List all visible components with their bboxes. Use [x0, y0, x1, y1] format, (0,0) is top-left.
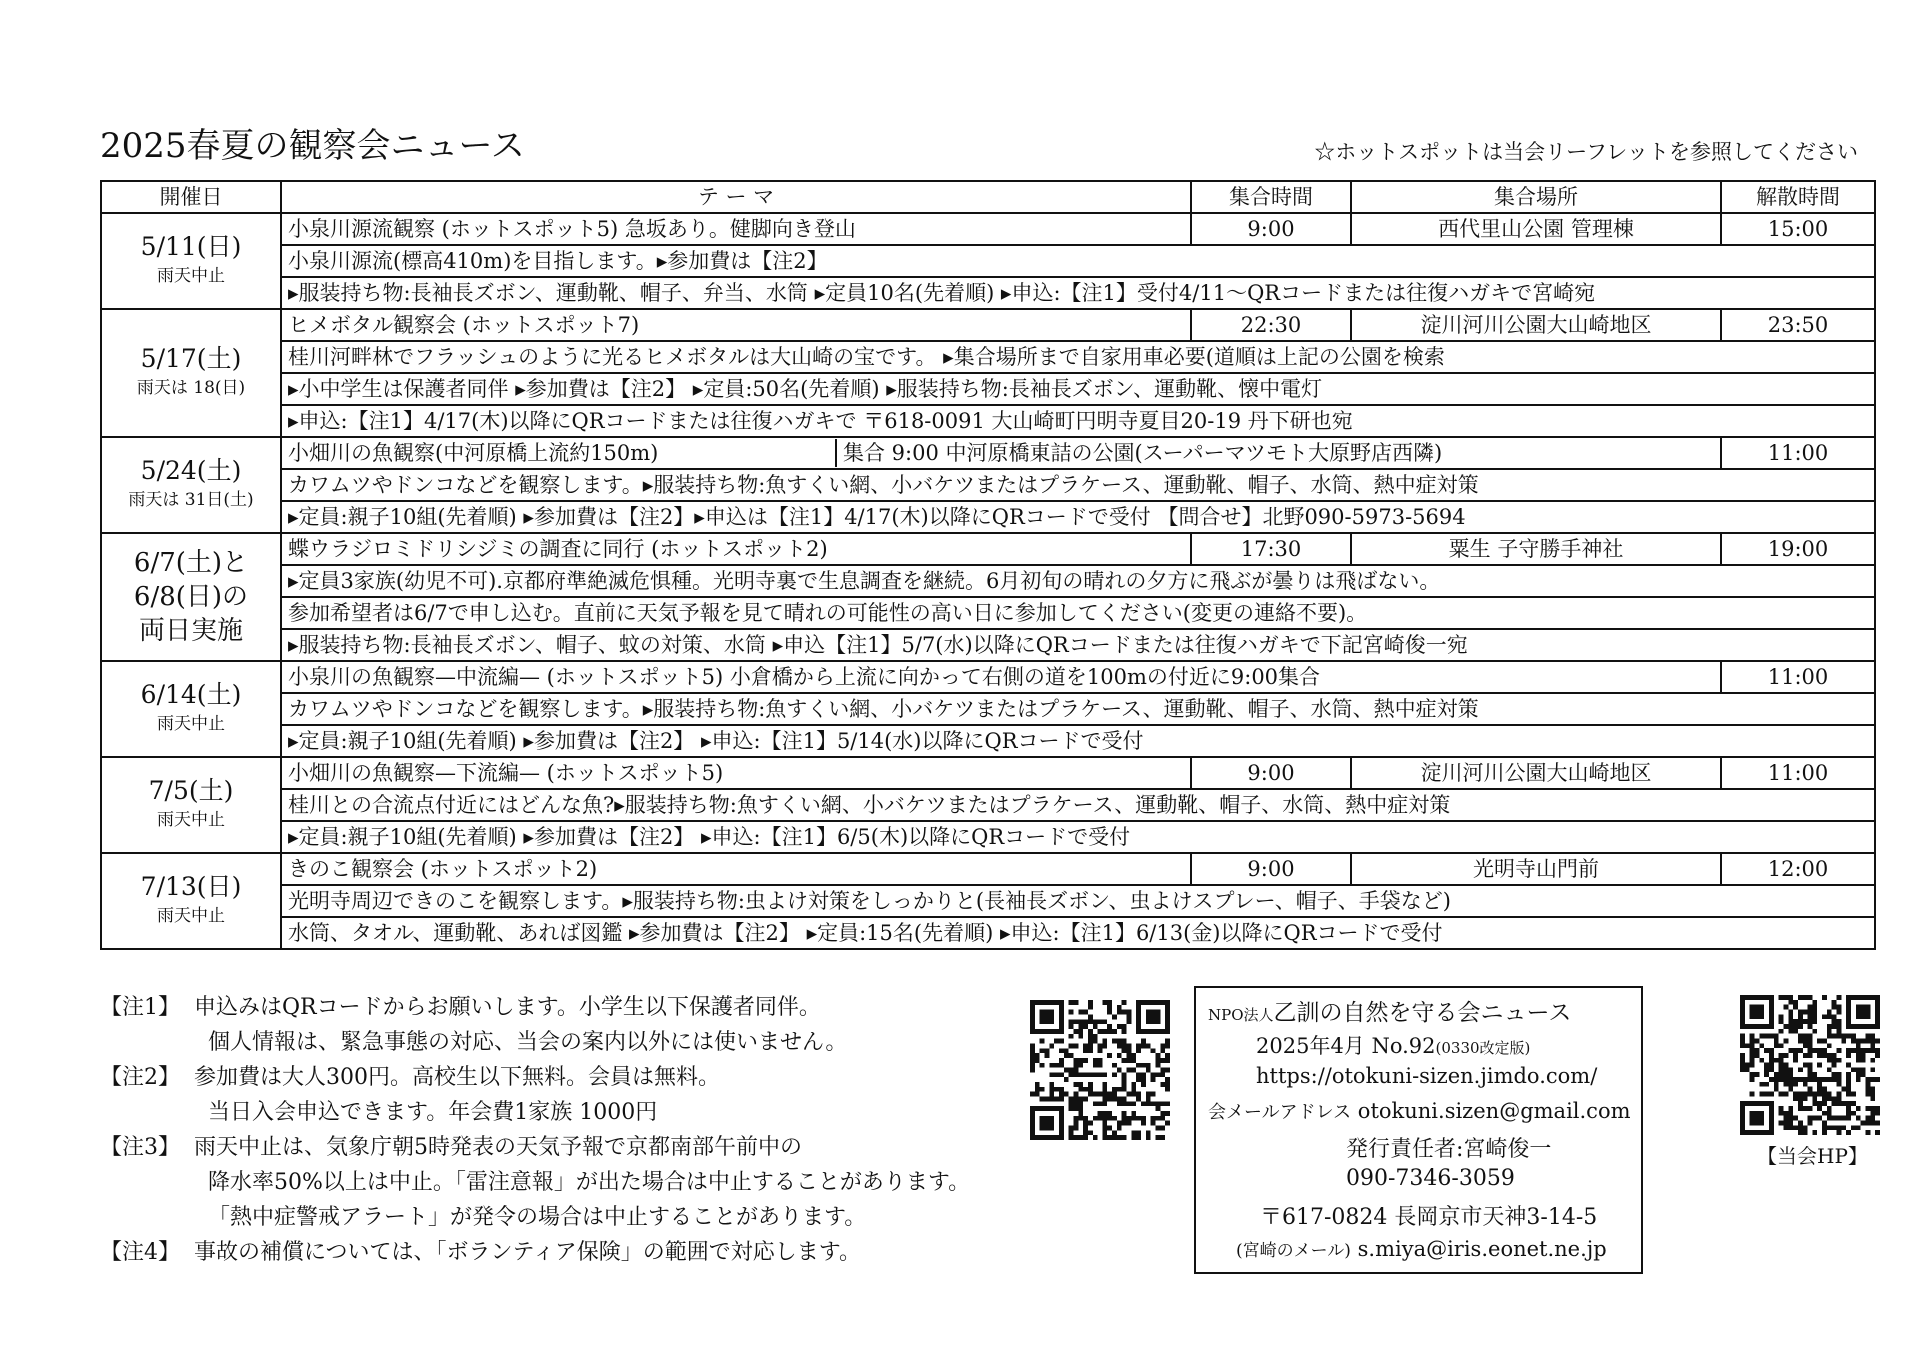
homepage-label: 【当会HP】 — [1757, 1144, 1868, 1168]
personal-mail-line — [1236, 1236, 1607, 1261]
event-end: 11:00 — [1721, 437, 1875, 469]
event-rain-note: 雨天中止 — [157, 809, 225, 830]
events-table — [100, 180, 1876, 950]
note-text: 申込みはQRコードからお願いします。小学生以下保護者同伴。 — [194, 995, 821, 1020]
npo-prefix: NPO法人 — [1208, 1006, 1274, 1024]
note-tag: 【注2】 — [100, 1065, 180, 1090]
npo-name: 乙訓の自然を守る会ニュース — [1273, 1000, 1572, 1026]
event-row — [101, 757, 1875, 789]
issue-line — [1256, 1030, 1530, 1060]
event-date: 7/13(日) — [140, 871, 242, 901]
event-detail: ▸定員3家族(幼児不可).京都府準絶滅危惧種。光明寺裏で生息調査を継続。6月初旬の晴れの夕方に飛ぶが曇りは飛ばない。 — [281, 565, 1875, 597]
event-row — [101, 661, 1875, 693]
header-time: 集合時間 — [1191, 181, 1351, 213]
mail-line — [1208, 1098, 1631, 1124]
event-rain-note: 雨天中止 — [157, 265, 225, 286]
event-theme: 蝶ウラジロミドリシジミの調査に同行 (ホットスポット2) — [281, 533, 1191, 565]
event-date: 5/11(日) — [140, 231, 242, 261]
event-detail: 水筒、タオル、運動靴、あれば図鑑 ▸参加費は【注2】 ▸定員:15名(先着順) ▸申込:【注1】6/13(金)以降にQRコードで受付 — [281, 917, 1875, 949]
event-rain-note: 雨天は 18(日) — [136, 377, 246, 398]
event-rain-note: 雨天中止 — [157, 713, 225, 734]
event-time: 9:00 — [1191, 213, 1351, 245]
homepage-link[interactable]: https://otokuni-sizen.jimdo.com/ — [1256, 1064, 1598, 1088]
event-detail: ▸服装持ち物:長袖長ズボン、運動靴、帽子、弁当、水筒 ▸定員10名(先着順) ▸申込:【注1】受付4/11〜QRコードまたは往復ハガキで宮崎宛 — [281, 277, 1875, 309]
issue-suffix: (0330改定版) — [1435, 1039, 1531, 1057]
event-date: 7/5(土) — [148, 775, 234, 805]
event-end: 15:00 — [1721, 213, 1875, 245]
note-3 — [100, 1130, 1190, 1165]
event-date: 5/24(土) — [140, 455, 242, 485]
personal-mail-label: (宮崎のメール) — [1236, 1241, 1351, 1261]
event-theme-meet-cell — [281, 437, 1721, 469]
event-detail: 光明寺周辺できのこを観察します。▸服装持ち物:虫よけ対策をしっかりと(長袖長ズボン、虫よけスプレー、帽子、手袋など) — [281, 885, 1875, 917]
event-detail: 桂川との合流点付近にはどんな魚?▸服装持ち物:魚すくい網、小バケツまたはプラケース、運動靴、帽子、水筒、熱中症対策 — [281, 789, 1875, 821]
event-detail: ▸定員:親子10組(先着順) ▸参加費は【注2】 ▸申込:【注1】5/14(水)以降にQRコードで受付 — [281, 725, 1875, 757]
event-time: 9:00 — [1191, 757, 1351, 789]
event-theme: ヒメボタル観察会 (ホットスポット7) — [281, 309, 1191, 341]
note-2 — [100, 1060, 1190, 1095]
event-date: 5/17(土) — [140, 343, 242, 373]
header-end: 解散時間 — [1721, 181, 1875, 213]
notes-section — [100, 990, 1190, 1270]
npo-name-line — [1208, 994, 1571, 1027]
event-date: 6/14(土) — [140, 679, 242, 709]
header-place: 集合場所 — [1351, 181, 1721, 213]
event-rain-note: 雨天は 31日(土) — [128, 489, 254, 510]
event-date-cell — [101, 853, 281, 949]
event-detail: ▸定員:親子10組(先着順) ▸参加費は【注2】▸申込は【注1】4/17(木)以降にQRコードで受付 【問合せ】北野090-5973-5694 — [281, 501, 1875, 533]
note-text: 参加費は大人300円。高校生以下無料。会員は無料。 — [194, 1065, 720, 1090]
note-tag: 【注3】 — [100, 1135, 180, 1160]
event-row — [101, 533, 1875, 565]
note-text: 降水率50%以上は中止。「雷注意報」が出た場合は中止することがあります。 — [208, 1170, 971, 1195]
note-tag: 【注4】 — [100, 1240, 180, 1265]
event-place: 光明寺山門前 — [1351, 853, 1721, 885]
event-end: 12:00 — [1721, 853, 1875, 885]
address: 〒617-0824 長岡京市天神3-14-5 — [1260, 1205, 1598, 1230]
event-end: 19:00 — [1721, 533, 1875, 565]
event-theme: 小泉川の魚観察—中流編— (ホットスポット5) 小倉橋から上流に向かって右側の道を100mの付近に9:00集合 — [281, 661, 1721, 693]
event-date-cell — [101, 309, 281, 437]
event-time: 9:00 — [1191, 853, 1351, 885]
qr-code-homepage[interactable] — [1740, 995, 1880, 1135]
mail-link[interactable]: otokuni.sizen@gmail.com — [1357, 1099, 1631, 1123]
event-theme: きのこ観察会 (ホットスポット2) — [281, 853, 1191, 885]
header-theme: テ ー マ — [281, 181, 1191, 213]
event-detail: カワムツやドンコなどを観察します。▸服装持ち物:魚すくい網、小バケツまたはプラケース、運動靴、帽子、水筒、熱中症対策 — [281, 469, 1875, 501]
event-detail: ▸定員:親子10組(先着順) ▸参加費は【注2】 ▸申込:【注1】6/5(木)以降にQRコードで受付 — [281, 821, 1875, 853]
event-time: 17:30 — [1191, 533, 1351, 565]
event-date-cell — [101, 533, 281, 661]
event-rain-note: 雨天中止 — [157, 905, 225, 926]
event-detail: 小泉川源流(標高410m)を目指します。▸参加費は【注2】 — [281, 245, 1875, 277]
event-end: 11:00 — [1721, 757, 1875, 789]
event-place: 淀川河川公園大山崎地区 — [1351, 757, 1721, 789]
event-end: 11:00 — [1721, 661, 1875, 693]
event-date-line: 6/8(日)の — [133, 582, 249, 612]
event-place: 粟生 子守勝手神社 — [1351, 533, 1721, 565]
note-1 — [100, 990, 1190, 1025]
event-detail: 参加希望者は6/7で申し込む。直前に天気予報を見て晴れの可能性の高い日に参加してください(変更の連絡不要)。 — [281, 597, 1875, 629]
qr-code-application[interactable] — [1030, 1000, 1170, 1140]
personal-mail-link[interactable]: s.miya@iris.eonet.ne.jp — [1357, 1237, 1607, 1261]
event-date-cell — [101, 437, 281, 533]
event-date-cell — [101, 757, 281, 853]
header-date: 開催日 — [101, 181, 281, 213]
note-text: 個人情報は、緊急事態の対応、当会の案内以外には使いません。 — [208, 1030, 848, 1055]
event-detail: ▸服装持ち物:長袖長ズボン、帽子、蚊の対策、水筒 ▸申込【注1】5/7(水)以降にQRコードまたは往復ハガキで下記宮崎俊一宛 — [281, 629, 1875, 661]
issue: 2025年4月 No.92 — [1256, 1034, 1436, 1058]
mail-label: 会メールアドレス — [1208, 1102, 1352, 1123]
event-theme: 小畑川の魚観察—下流編— (ホットスポット5) — [281, 757, 1191, 789]
event-detail: ▸小中学生は保護者同伴 ▸参加費は【注2】 ▸定員:50名(先着順) ▸服装持ち物:長袖長ズボン、運動靴、懐中電灯 — [281, 373, 1875, 405]
note-text: 「熱中症警戒アラート」が発令の場合は中止することがあります。 — [208, 1205, 867, 1230]
event-place: 淀川河川公園大山崎地区 — [1351, 309, 1721, 341]
event-end: 23:50 — [1721, 309, 1875, 341]
event-row — [101, 309, 1875, 341]
event-date-line: 両日実施 — [138, 616, 243, 646]
table-header-row — [101, 181, 1875, 213]
event-place: 西代里山公園 管理棟 — [1351, 213, 1721, 245]
event-row — [101, 437, 1875, 469]
event-theme: 小泉川源流観察 (ホットスポット5) 急坂あり。健脚向き登山 — [281, 213, 1191, 245]
publisher: 発行責任者:宮崎俊一 — [1346, 1137, 1552, 1162]
event-meet: 集合 9:00 中河原橋東詰の公園(スーパーマツモト大原野店西隣) — [843, 441, 1443, 465]
note-text: 事故の補償については、「ボランティア保険」の範囲で対応します。 — [194, 1240, 862, 1265]
phone: 090-7346-3059 — [1346, 1166, 1515, 1191]
event-theme: 小畑川の魚観察(中河原橋上流約150m) — [282, 439, 837, 467]
event-time: 22:30 — [1191, 309, 1351, 341]
event-date-cell — [101, 213, 281, 309]
page-title: 2025春夏の観察会ニュース — [100, 126, 525, 166]
note-4 — [100, 1235, 1190, 1270]
event-row — [101, 853, 1875, 885]
note-tag: 【注1】 — [100, 995, 180, 1020]
event-date-cell — [101, 661, 281, 757]
note-text: 当日入会申込できます。年会費1家族 1000円 — [208, 1100, 658, 1125]
hotspot-note: ☆ホットスポットは当会リーフレットを参照してください — [1314, 140, 1858, 164]
note-text: 雨天中止は、気象庁朝5時発表の天気予報で京都南部午前中の — [194, 1135, 802, 1160]
event-detail: 桂川河畔林でフラッシュのように光るヒメボタルは大山崎の宝です。 ▸集合場所まで自家用車必要(道順は上記の公園を検索 — [281, 341, 1875, 373]
event-row — [101, 213, 1875, 245]
event-detail: カワムツやドンコなどを観察します。▸服装持ち物:魚すくい網、小バケツまたはプラケース、運動靴、帽子、水筒、熱中症対策 — [281, 693, 1875, 725]
npo-info-box — [1194, 986, 1643, 1274]
event-detail: ▸申込:【注1】4/17(木)以降にQRコードまたは往復ハガキで 〒618-0091 大山崎町円明寺夏目20-19 丹下研也宛 — [281, 405, 1875, 437]
event-date-line: 6/7(土)と — [133, 548, 249, 578]
